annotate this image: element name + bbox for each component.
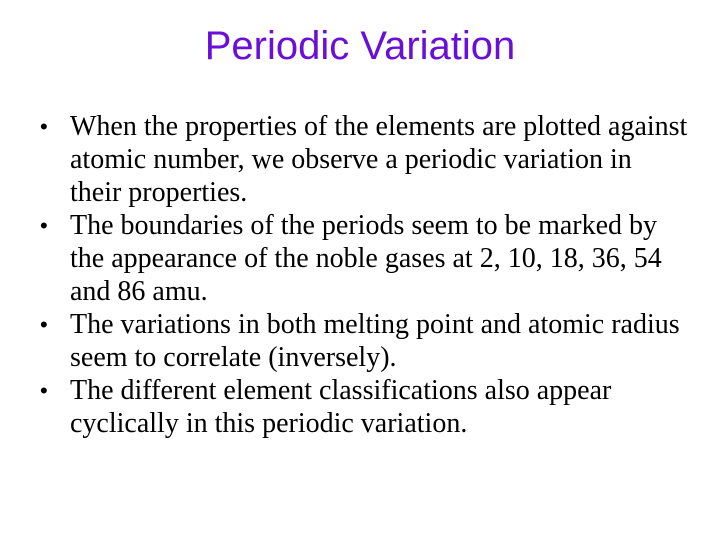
bullet-list (40, 110, 690, 440)
bullet-text: When the properties of the elements are plotted against atomic number, we observe a periodic variation in their properties. (70, 111, 688, 208)
bullet-text: The boundaries of the periods seem to be marked by the appearance of the noble gases at 2, 10, 18, 36, 54 and 86 amu. (70, 210, 662, 307)
slide-title: Periodic Variation (204, 24, 516, 68)
bullet-item (40, 110, 690, 209)
bullet-item (40, 209, 690, 308)
bullet-icon: • (40, 114, 48, 139)
bullet-item (40, 374, 690, 440)
bullet-icon: • (40, 378, 48, 403)
bullet-text: The variations in both melting point and atomic radius seem to correlate (inversely). (70, 309, 680, 373)
bullet-item (40, 308, 690, 374)
bullet-icon: • (40, 213, 48, 238)
bullet-icon: • (40, 312, 48, 337)
bullet-text: The different element classifications also appear cyclically in this periodic variation. (70, 375, 612, 439)
